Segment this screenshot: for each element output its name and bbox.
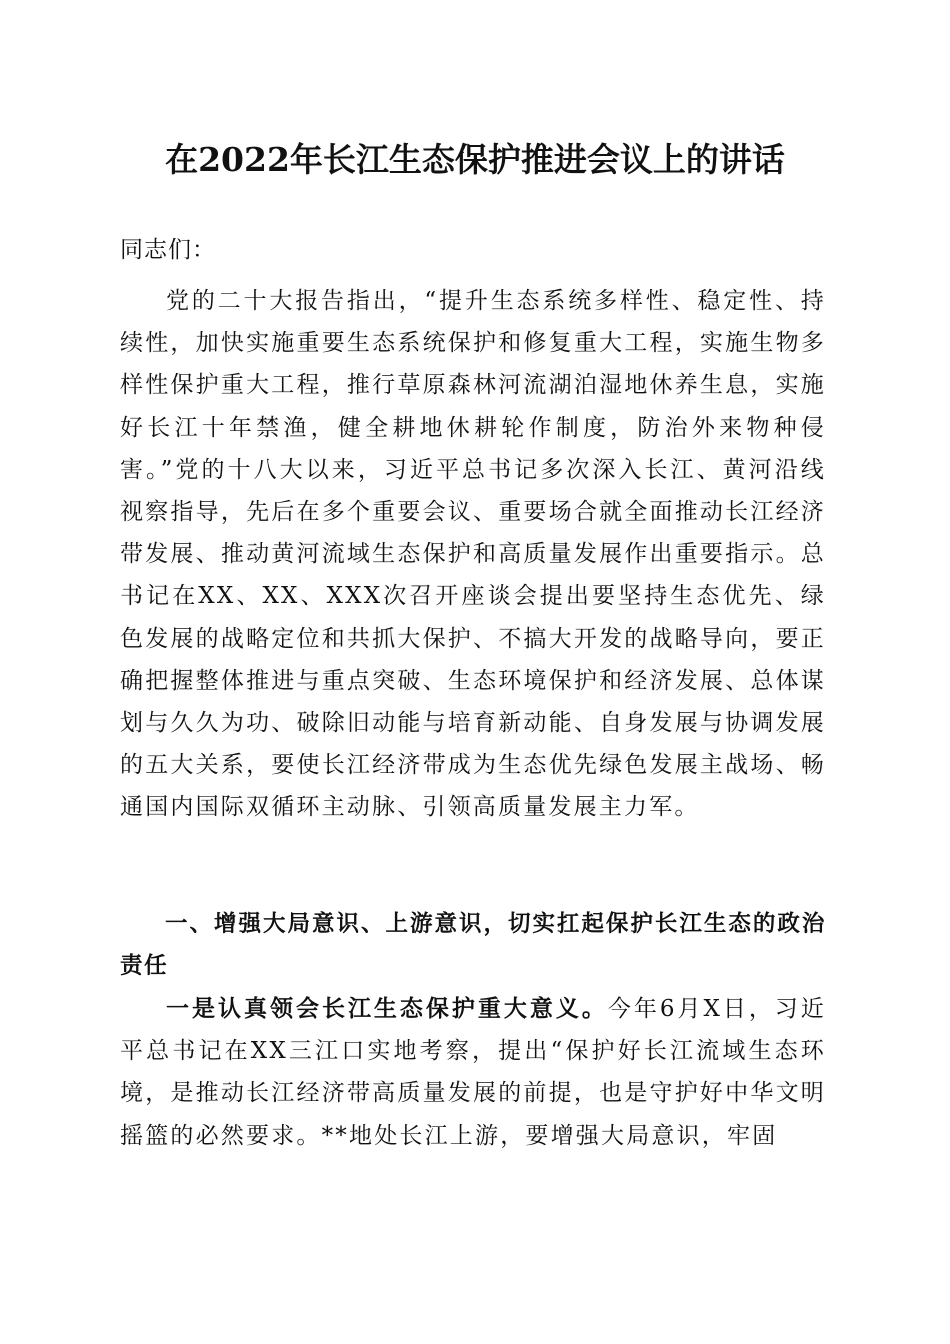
paragraph-2-lead: 一是认真领会长江生态保护重大意义。 xyxy=(166,995,608,1022)
paragraph-2-text: 今年6月X日，习近平总书记在XX三江口实地考察，提出“保护好长江流域生态环境，是推动长江经济带高质量发展的前提，也是守护好中华文明摇篮的必然要求。**地处长江上游，要增强大局意识，牢固 xyxy=(120,996,826,1149)
paragraph-2 xyxy=(120,988,826,1157)
salutation: 同志们： xyxy=(120,237,216,263)
section-heading-1: 一、增强大局意识、上游意识，切实扛起保护长江生态的政治责任 xyxy=(120,911,826,980)
paragraph-1: 党的二十大报告指出，“提升生态系统多样性、稳定性、持续性，加快实施重要生态系统保护和修复重大工程，实施生物多样性保护重大工程，推行草原森林河流湖泊湿地休养生息，实施好长江十年禁渔，健全耕地休耕轮作制度，防治外来物种侵害。”党的十八大以来，习近平总书记多次深入长江、黄河沿线视察指导，先后在多个重要会议、重要场合就全面推动长江经济带发展、推动黄河流域生态保护和高质量发展作出重要指示。总书记在XX、XX、XXX次召开座谈会提出要坚持生态优先、绿色发展的战略定位和共抓大保护、不搞大开发的战略导向，要正确把握整体推进与重点突破、生态环境保护和经济发展、总体谋划与久久为功、破除旧动能与培育新动能、自身发展与协调发展的五大关系，要使长江经济带成为生态优先绿色发展主战场、畅通国内国际双循环主动脉、引领高质量发展主力军。 xyxy=(120,288,826,821)
document-title: 在2022年长江生态保护推进会议上的讲话 xyxy=(165,140,785,179)
